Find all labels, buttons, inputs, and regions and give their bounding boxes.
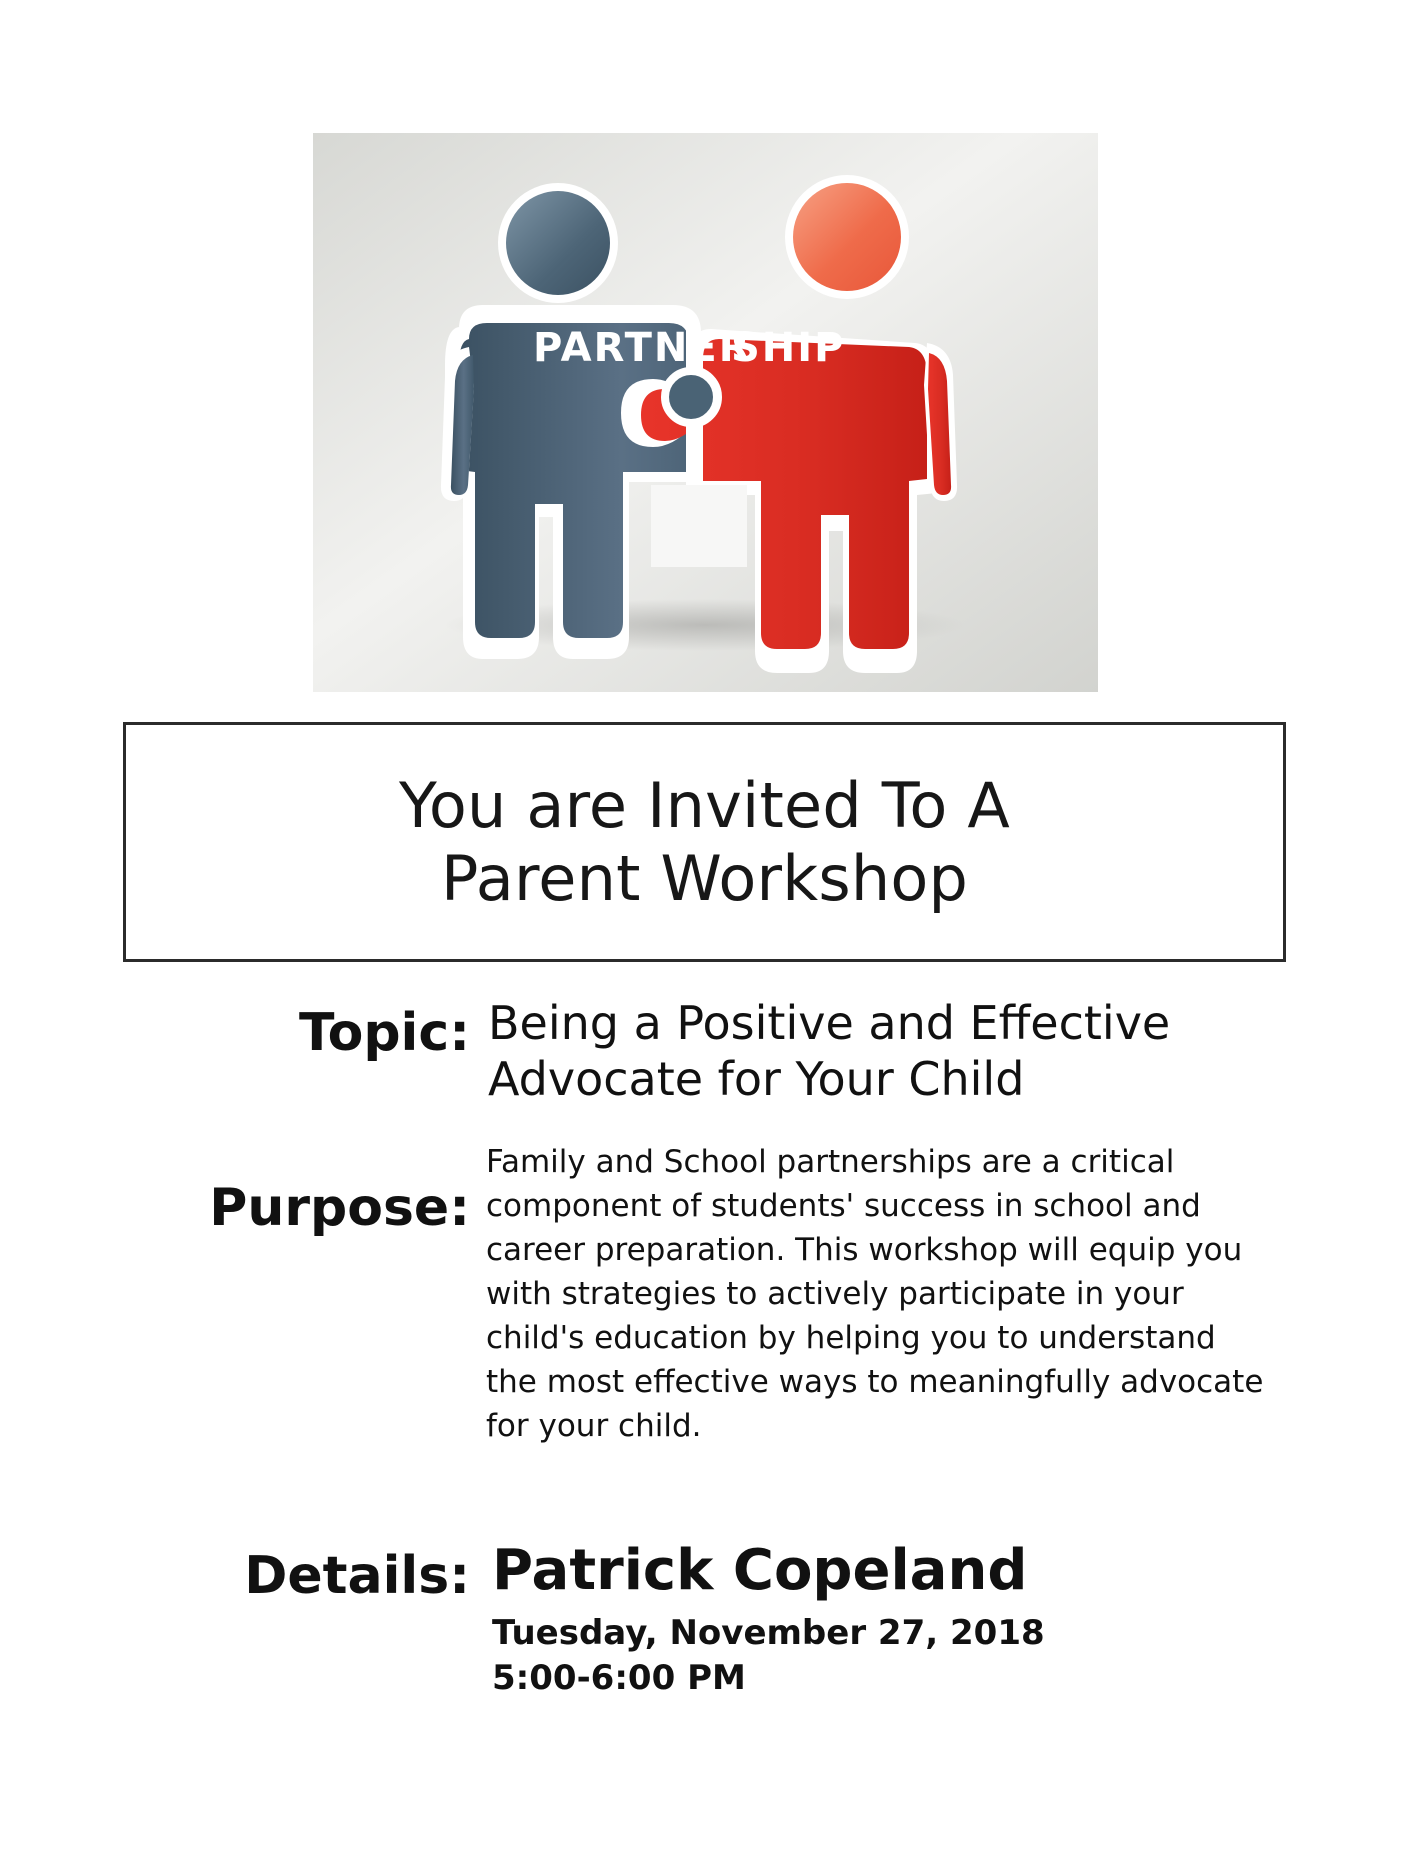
- topic-text: Being a Positive and Effective Advocate for Your Child: [488, 996, 1171, 1107]
- purpose-row: [110, 1140, 1290, 1448]
- details-presenter-name: Patrick Copeland: [492, 1538, 1028, 1603]
- title-line-1: You are Invited To A: [399, 768, 1010, 842]
- purpose-label: Purpose:: [209, 1178, 470, 1238]
- details-block: [492, 1540, 1045, 1700]
- topic-row: [150, 995, 1280, 1107]
- puzzle-left-label: PARTNER: [533, 325, 752, 371]
- purpose-text: Family and School partnerships are a critical component of students' success in school and career preparation. This workshop will equip you with strategies to actively participate in your child's education by helping you to understand the most effective ways to meaningfully advocate for your child.: [486, 1144, 1264, 1445]
- details-date: Tuesday, November 27, 2018: [492, 1612, 1045, 1653]
- details-row: [150, 1540, 1330, 1700]
- partnership-puzzle-icon: [313, 133, 1098, 692]
- topic-label: Topic:: [299, 1003, 470, 1063]
- partnership-image: [313, 133, 1098, 692]
- title-box: [123, 722, 1286, 962]
- title-line-2: Parent Workshop: [440, 842, 969, 915]
- details-label: Details:: [244, 1546, 470, 1606]
- details-time: 5:00-6:00 PM: [492, 1657, 746, 1698]
- puzzle-right-label: SHIP: [731, 325, 846, 371]
